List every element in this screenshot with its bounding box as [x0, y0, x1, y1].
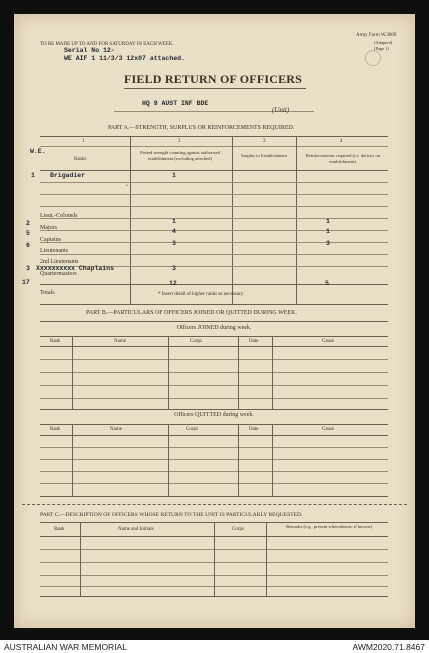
part-a-heading: PART A.—STRENGTH, SURPLUS OR REINFORCEMENTS REQUIRED. [108, 125, 295, 131]
part-c-dashed-separator [22, 504, 407, 505]
row-chaplains-posted: 3 [172, 265, 176, 272]
col-number-2: 2 [178, 139, 181, 144]
quitted-vline-3 [238, 424, 239, 496]
part-c-col-rank: Rank [54, 527, 65, 532]
joined-col-name: Name [114, 339, 126, 344]
quitted-row-1 [40, 447, 388, 448]
quitted-row-3 [40, 471, 388, 472]
archive-footer [0, 640, 429, 653]
joined-row-3 [40, 385, 388, 386]
row-brigadier-posted: 1 [172, 172, 176, 179]
form-page: (Page 1) [374, 46, 390, 51]
part-c-vline-2 [214, 522, 215, 596]
col-number-4: 4 [340, 139, 343, 144]
paper-stain [365, 50, 381, 66]
col-surplus-header: Surplus to Establishment [241, 153, 287, 158]
quitted-vline-4 [272, 424, 273, 496]
part-c-col-remarks: Remarks (e.g., present whereabouts, if known) [286, 524, 372, 529]
serial-number: Serial No 12- [64, 47, 115, 54]
form-adapted: (Adapted) [374, 40, 393, 45]
joined-vline-3 [238, 336, 239, 409]
part-a-vline-2 [232, 136, 233, 304]
row-blank-bullet: • [126, 184, 128, 189]
part-b-top-rule [40, 321, 388, 322]
col-number-3: 3 [263, 139, 266, 144]
row-majors-rank: Majors [40, 225, 57, 231]
row-rule-1 [40, 182, 388, 183]
part-a-number-rule [40, 146, 388, 147]
row-lieut-colonels-posted: 1 [172, 218, 176, 225]
part-a-vline-1 [130, 136, 131, 304]
joined-row-2 [40, 372, 388, 373]
col-reinf-header: Reinforcements required (i.e. deficits on establishment). [305, 153, 381, 164]
col-ranks-header: Ranks [74, 157, 87, 162]
row-quartermasters-rank: Quartermasters [40, 271, 77, 277]
quitted-title: Officers QUITTED during week. [174, 412, 254, 418]
part-c-vline-1 [80, 522, 81, 596]
part-a-header-rule [40, 170, 388, 171]
row-brigadier-rank: Brigadier [50, 172, 86, 179]
row-majors-posted: 4 [172, 228, 176, 235]
row-chaplains-typed: Xxxxxxxxxx Chaplains [36, 265, 115, 272]
unit-value: HQ 9 AUST INF BDE [142, 100, 209, 107]
row-rule-totals [40, 284, 388, 285]
col-posted-header: Posted strength counting against authorised establishment (excluding attached) [140, 150, 220, 161]
row-captains-reinf: 3 [326, 240, 330, 247]
footer-accession: AWM2020.71.8467 [352, 642, 425, 652]
row-captains-rank: Captains [40, 237, 61, 243]
joined-header-top [40, 336, 388, 337]
row-totals-label: Totals [40, 290, 55, 296]
part-a-footnote: * Insert detail of higher ranks as necessary. [158, 292, 245, 297]
row-lieut-colonels-rank: Lieut.-Colonels [40, 213, 78, 219]
part-a-top-rule [40, 136, 388, 137]
quitted-bottom [40, 496, 388, 497]
row-lieutenants-rank: Lieutenants [40, 248, 68, 254]
quitted-header-bottom [40, 435, 388, 436]
form-title: FIELD RETURN OF OFFICERS [124, 72, 303, 86]
row-rule-7 [40, 254, 388, 255]
row-rule-4 [40, 218, 388, 219]
part-c-vline-3 [266, 522, 267, 596]
part-c-bottom [40, 596, 388, 597]
reference-line: WE AIF 1 11/3/3 12x07 attached. [64, 55, 185, 62]
row-rule-3 [40, 206, 388, 207]
quitted-vline-2 [168, 424, 169, 496]
title-underline [124, 88, 306, 89]
part-a-vline-3 [296, 136, 297, 304]
row-captains-posted: 3 [172, 240, 176, 247]
row-majors-we: 5 [26, 230, 30, 237]
row-lieut-colonels-reinf: 1 [326, 218, 330, 225]
joined-col-rank: Rank [50, 339, 61, 344]
quitted-col-corps: Corps [186, 427, 198, 432]
form-paper [14, 14, 415, 628]
row-2nd-lieutenants-rank: 2nd Lieutenants [40, 259, 79, 265]
part-c-heading: PART C.—DESCRIPTION OF OFFICERS WHOSE RETURN TO THE UNIT IS PARTICULARLY REQUESTED. [40, 512, 303, 518]
scan-border [0, 628, 429, 640]
joined-vline-2 [168, 336, 169, 409]
row-majors-reinf: 1 [326, 228, 330, 235]
row-brigadier-we: 1 [31, 172, 35, 179]
joined-vline-1 [72, 336, 73, 409]
row-lieut-colonels-we: 2 [26, 220, 30, 227]
part-c-col-corps: Corps [232, 527, 244, 532]
row-totals-reinf: 5 [325, 280, 329, 287]
part-a-bottom-rule [40, 304, 388, 305]
joined-header-bottom [40, 346, 388, 347]
joined-row-1 [40, 359, 388, 360]
joined-vline-4 [272, 336, 273, 409]
joined-col-corps: Corps [190, 339, 202, 344]
instruction-text: TO BE MADE UP TO AND FOR SATURDAY IN EACH WEEK. [40, 42, 174, 47]
quitted-vline-1 [72, 424, 73, 496]
quitted-col-date: Date [249, 427, 259, 432]
row-totals-posted: 12 [169, 280, 177, 287]
quitted-col-cause: Cause [322, 427, 335, 432]
row-captains-we: 6 [26, 242, 30, 249]
quitted-header-top [40, 424, 388, 425]
quitted-col-name: Name [110, 427, 122, 432]
col-number-1: 1 [82, 139, 85, 144]
row-totals-we: 17 [22, 279, 30, 286]
quitted-col-rank: Rank [50, 427, 61, 432]
unit-label: (Unit) [272, 106, 290, 114]
row-rule-2 [40, 194, 388, 195]
part-b-heading: PART B.—PARTICULARS OF OFFICERS JOINED OR QUITTED DURING WEEK. [86, 310, 297, 316]
joined-title: Officers JOINED during week. [176, 325, 252, 331]
joined-col-date: Date [249, 339, 259, 344]
row-chaplains-we: 3 [26, 265, 30, 272]
quitted-row-2 [40, 459, 388, 460]
joined-col-cause: Cause [322, 339, 335, 344]
part-c-col-name: Name and Initials [118, 527, 154, 532]
we-label: W.E. [30, 148, 46, 155]
row-rule-5 [40, 230, 388, 231]
footer-institution: AUSTRALIAN WAR MEMORIAL [4, 642, 127, 652]
joined-bottom [40, 409, 388, 410]
quitted-row-4 [40, 483, 388, 484]
joined-row-4 [40, 398, 388, 399]
form-number: Army Form W.3009 [356, 33, 397, 38]
row-rule-6 [40, 242, 388, 243]
